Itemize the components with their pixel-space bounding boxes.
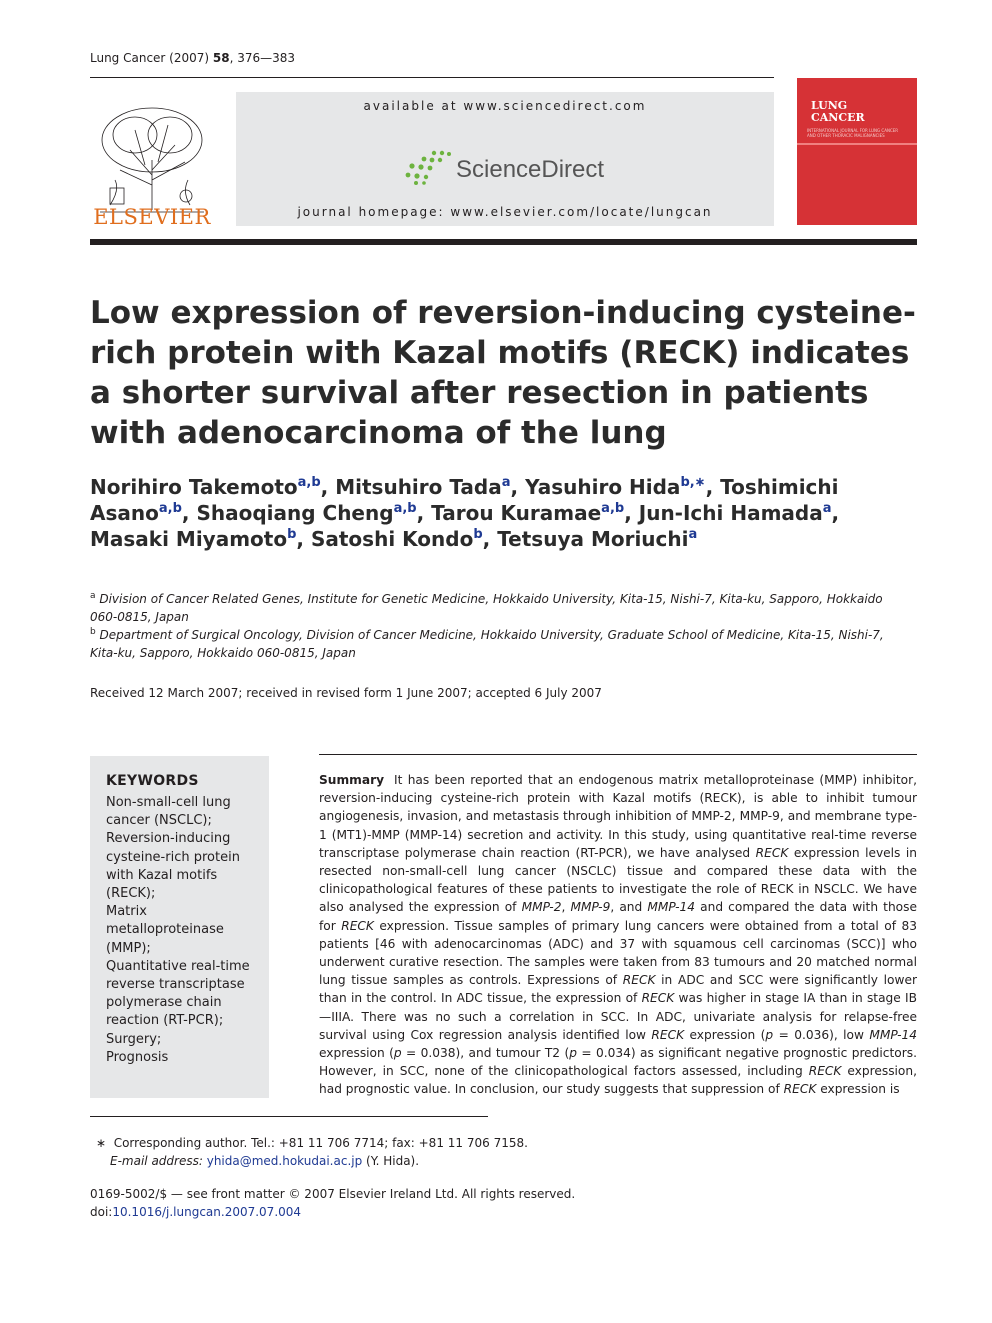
corresponding-author-note: ∗ Corresponding author. Tel.: +81 11 706 7714; fax: +81 11 706 7158.: [96, 1136, 528, 1150]
keyword-item: Matrix metalloproteinase (MMP);: [106, 904, 224, 956]
keyword-item: Quantitative real-time reverse transcriptase polymerase chain reaction (RT-PCR);: [106, 958, 250, 1029]
author-name: Shaoqiang Cheng: [196, 501, 394, 525]
author-affiliation-mark[interactable]: b: [287, 527, 297, 542]
cover-stripe: [797, 143, 917, 145]
author-name: Yasuhiro Hida: [525, 475, 681, 499]
author-affiliation-mark[interactable]: b: [473, 527, 483, 542]
author-name: Satoshi Kondo: [310, 527, 474, 551]
journal-name: Lung Cancer (2007): [90, 51, 213, 65]
available-at-link[interactable]: available at www.sciencedirect.com: [363, 99, 647, 113]
author-affiliation-mark[interactable]: a,b: [158, 501, 182, 516]
email-note: E-mail address: yhida@med.hokudai.ac.jp (Y. Hida).: [110, 1154, 420, 1168]
author-affiliation-mark[interactable]: a,b: [393, 501, 417, 516]
sciencedirect-dots-icon: [404, 150, 454, 186]
keywords-list: [106, 794, 261, 1067]
author-affiliation-mark[interactable]: b,∗: [680, 475, 706, 490]
cover-title: LUNG CANCER: [811, 99, 865, 124]
author-affiliation-mark[interactable]: a,b: [601, 501, 625, 516]
author-affiliation-mark[interactable]: a: [501, 475, 511, 490]
keyword-item: Reversion-inducing cysteine-rich protein with Kazal motifs (RECK);: [106, 831, 240, 902]
footnote-rule: [90, 1116, 488, 1117]
cover-subtitle: INTERNATIONAL JOURNAL FOR LUNG CANCER AND OTHER THORACIC MALIGNANCIES: [807, 128, 899, 138]
author-name: Masaki Miyamoto: [90, 527, 288, 551]
author-affiliation-mark[interactable]: a,b: [297, 475, 321, 490]
sciencedirect-logo-text: ScienceDirect: [456, 156, 605, 183]
article-title: Low expression of reversion-inducing cysteine-rich protein with Kazal motifs (RECK) indicates a shorter survival after resection in patients with adenocarcinoma of the lung: [90, 295, 916, 451]
journal-pages: , 376—383: [229, 51, 296, 65]
summary-rule: [319, 754, 917, 755]
journal-homepage-link[interactable]: journal homepage: www.elsevier.com/locate/lungcan: [297, 205, 713, 219]
author-name: Toshimichi Asano: [90, 475, 839, 525]
journal-volume: 58: [212, 51, 230, 65]
author-name: Norihiro Takemoto: [90, 475, 298, 499]
affiliation-b: $^b$ Department of Surgical Oncology, Division of Cancer Medicine, Hokkaido University, Graduate School of Medicine, Kita-15, Nishi-7, Kita-ku, Sapporo, Hokkaido 060-0815, Japan: [90, 627, 884, 660]
affiliations: [90, 590, 900, 662]
summary-body: It has been reported that an endogenous matrix metalloproteinase (MMP) inhibitor, reversion-inducing cysteine-rich protein with Kazal motifs (RECK), is able to inhibit tumour angiogenesis, invasion, and metastasis through inhibition of MMP-2, MMP-9, and membrane type-1 (MT1)-MMP (MMP-14) secretion and activity. In this study, using quantitative real-time reverse transcriptase polymerase chain reaction (RT-PCR), we have analysed RECK expression levels in resected non-small-cell lung cancer (NSCLC) tissue and compared these data with the clinicopathological features of these patients to investigate the role of RECK in NSCLC. We have also analysed the expression of MMP-2, MMP-9, and MMP-14 and compared the data with those for RECK expression. Tissue samples of primary lung cancers were obtained from a total of 83 patients [46 with adenocarcinomas (ADC) and 37 with squamous cell carcinomas (SCC)] who underwent curative resection. The samples were taken from 83 tumours and 20 matched normal lung tissue samples as controls. Expressions of RECK in ADC and SCC were significantly lower than in the control. In ADC tissue, the expression of RECK was higher in stage IA than in stage IB—IIIA. There was no such a correlation in SCC. In ADC, univariate analysis for relapse-free survival using Cox regression analysis identified low RECK expression (p = 0.036), low MMP-14 expression (p = 0.038), and tumour T2 (p = 0.034) as significant negative prognostic predictors. However, in SCC, none of the clinicopathological factors assessed, including RECK expression, had prognostic value. In conclusion, our study suggests that suppression of RECK expression is: [319, 773, 917, 1097]
summary-label: Summary: [319, 773, 385, 787]
affiliation-a: $^a$ Division of Cancer Related Genes, Institute for Genetic Medicine, Hokkaido University, Kita-15, Nishi-7, Kita-ku, Sapporo, Hokkaido 060-0815, Japan: [90, 591, 883, 624]
email-link[interactable]: yhida@med.hokudai.ac.jp: [206, 1154, 363, 1168]
author-affiliation-mark[interactable]: a: [822, 501, 832, 516]
author-name: Tarou Kuramae: [431, 501, 602, 525]
author-name: Jun-Ichi Hamada: [638, 501, 823, 525]
author-name: Mitsuhiro Tada: [335, 475, 502, 499]
header-thick-rule: [90, 239, 917, 245]
author-list: Norihiro Takemoto$^{a,b}$, Mitsuhiro Tada$^a$, Yasuhiro Hida$^{b,∗}$, Toshimichi Asano$^{a,b}$, Shaoqiang Cheng$^{a,b}$, Tarou Kuramae$^{a,b}$, Jun-Ichi Hamada$^a$, Masaki Miyamoto$^b$, Satoshi Kondo$^b$, Tetsuya Moriuchi$^a$: [90, 475, 840, 551]
author-name: Tetsuya Moriuchi: [497, 527, 689, 551]
received-dates: Received 12 March 2007; received in revised form 1 June 2007; accepted 6 July 2007: [90, 686, 602, 700]
keyword-item: Surgery;: [106, 1031, 162, 1047]
header-rule: [90, 77, 774, 78]
journal-reference: [90, 51, 295, 65]
doi-link[interactable]: 10.1016/j.lungcan.2007.07.004: [112, 1205, 302, 1219]
doi-line: doi:10.1016/j.lungcan.2007.07.004: [90, 1205, 302, 1219]
keywords-heading: KEYWORDS: [106, 773, 199, 789]
abstract-summary: [319, 771, 917, 1099]
keyword-item: Prognosis: [106, 1049, 169, 1065]
keyword-item: Non-small-cell lung cancer (NSCLC);: [106, 795, 231, 829]
author-affiliation-mark[interactable]: a: [688, 527, 698, 542]
elsevier-wordmark: ELSEVIER: [93, 205, 211, 229]
issn-copyright: 0169-5002/$ — see front matter © 2007 Elsevier Ireland Ltd. All rights reserved.: [90, 1187, 576, 1201]
